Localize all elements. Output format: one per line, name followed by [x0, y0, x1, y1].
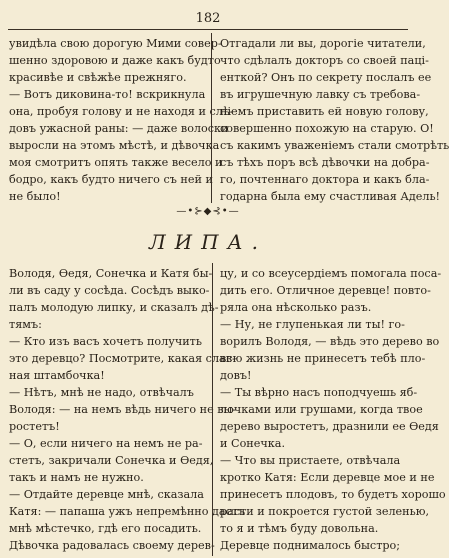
page-number: 182	[195, 11, 221, 26]
text-line: съ какимъ уваженіемъ стали смотрѣть	[220, 139, 449, 152]
text-line: увидѣла свою дорогую Мими совер-	[9, 37, 222, 50]
text-line: ворилъ Володя, — вѣдь это дерево во	[220, 335, 440, 348]
text-line: красивѣе и свѣжѣе прежняго.	[9, 71, 187, 84]
text-line: мнѣ мѣстечко, гдѣ его посадить.	[9, 522, 202, 535]
text-line: Володя, Ѳедя, Сонечка и Катя бы-	[9, 267, 213, 280]
text-line: принесетъ плодовъ, то будетъ хорошо	[220, 488, 446, 501]
text-line: — Кто изъ васъ хочетъ получить	[9, 335, 202, 348]
text-line: — Отдайте деревце мнѣ, сказала	[9, 488, 204, 501]
text-line: лочками или грушами, когда твое	[220, 403, 423, 416]
section-title: ЛИПА.	[148, 230, 268, 254]
text-line: палъ молодую липку, и сказалъ дѣ-	[9, 301, 219, 314]
bottom-column-divider	[212, 263, 213, 556]
text-line: довъ ужасной раны: — даже волоски	[9, 122, 229, 135]
text-line: Отгадали ли вы, дорогіе читатели,	[220, 37, 426, 50]
text-line: выросли на этомъ мѣстѣ, и дѣвочка	[9, 139, 220, 152]
text-line: — Что вы пристаете, отвѣчала	[220, 454, 401, 467]
text-line: годарна была ему счастливая Адель!	[220, 190, 441, 203]
text-line: ная штамбочка!	[9, 369, 105, 382]
section-ornament: —•⊱◆⊰•—	[176, 206, 240, 217]
text-line: дерево выростетъ, дразнили ее Ѳедя	[220, 420, 439, 433]
text-line: Володя: — на немъ вѣдь ничего не вы-	[9, 403, 237, 416]
text-line: — Ну, не глупенькая ли ты! го-	[220, 318, 405, 331]
text-line: ніемъ приставить ей новую голову,	[220, 105, 429, 118]
top-left-column	[9, 35, 234, 205]
text-line: — Ты вѣрно насъ поподчуешь яб-	[220, 386, 418, 399]
text-line: она, пробуя голову и не находя и слѣ-	[9, 105, 234, 118]
text-line: въ игрушечную лавку съ требова-	[220, 88, 421, 101]
text-line: Деревце поднималось быстро;	[220, 539, 401, 552]
text-line: ростетъ!	[9, 420, 60, 433]
text-line: ли въ саду у сосѣда. Сосѣдъ выко-	[9, 284, 210, 297]
text-line: то я и тѣмъ буду довольна.	[220, 522, 379, 535]
text-line: съ тѣхъ поръ всѣ дѣвочки на добра-	[220, 156, 430, 169]
text-line: всю жизнь не принесетъ тебѣ пло-	[220, 352, 426, 365]
text-line: — Нѣтъ, мнѣ не надо, отвѣчалъ	[9, 386, 194, 399]
text-line: Катя: — папаша ужъ непремѣнно дастъ	[9, 505, 246, 518]
text-line: дить его. Отличное деревце! повто-	[220, 284, 431, 297]
text-line: бодро, какъ будто ничего съ ней и	[9, 173, 213, 186]
text-line: стетъ, закричали Сонечка и Ѳедя,	[9, 454, 214, 467]
top-right-column	[220, 35, 449, 205]
text-line: енткой? Онъ по секрету послалъ ее	[220, 71, 432, 84]
text-line: довъ!	[220, 369, 252, 382]
top-column-divider	[211, 33, 212, 203]
text-line: совершенно похожую на старую. О!	[220, 122, 434, 135]
bottom-right-column	[220, 265, 446, 554]
text-line: моя смотритъ опять также весело и	[9, 156, 223, 169]
text-line: расти и покроется густой зеленью,	[220, 505, 430, 518]
text-line: — О, если ничего на немъ не ра-	[9, 437, 203, 450]
text-line: шенно здоровою и даже какъ будто	[9, 54, 221, 67]
header-rule	[8, 29, 408, 30]
text-line: го, почтеннаго доктора и какъ бла-	[220, 173, 430, 186]
text-line: что сдѣлалъ докторъ со своей паці-	[220, 54, 429, 67]
text-line: Дѣвочка радовалась своему дерев-	[9, 539, 215, 552]
text-line: цу, и со всеусердіемъ помогала поса-	[220, 267, 442, 280]
text-line: — Вотъ диковина-то! вскрикнула	[9, 88, 206, 101]
text-line: тямъ:	[9, 318, 42, 331]
text-line: это деревцо? Посмотрите, какая слав-	[9, 352, 236, 365]
text-line: ряла она нѣсколько разъ.	[220, 301, 372, 314]
text-line: и Сонечка.	[220, 437, 286, 450]
text-line: такъ и намъ не нужно.	[9, 471, 144, 484]
text-line: кротко Катя: Если деревце мое и не	[220, 471, 435, 484]
text-line: не было!	[9, 190, 61, 203]
